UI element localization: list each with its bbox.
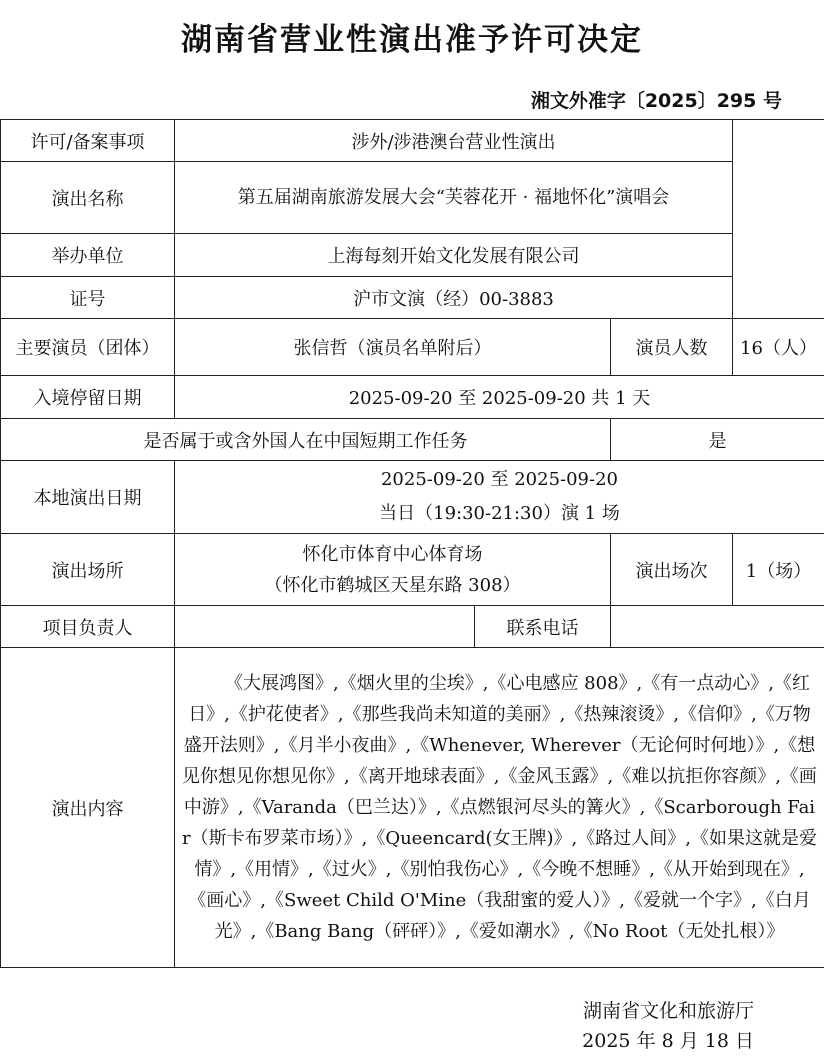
label-short-term-work: 是否属于或含外国人在中国短期工作任务 [1,419,611,461]
label-permit-item: 许可/备案事项 [1,120,175,162]
value-short-term-work: 是 [611,419,824,461]
label-show-name: 演出名称 [1,162,175,234]
row-venue [1,534,824,606]
label-main-performers: 主要演员（团体） [1,319,175,376]
value-show-name: 第五届湖南旅游发展大会“芙蓉花开 · 福地怀化”演唱会 [175,162,733,234]
label-phone: 联系电话 [475,606,611,648]
row-content [1,648,824,968]
label-organizer: 举办单位 [1,234,175,277]
label-license: 证号 [1,277,175,319]
row-show-name [1,162,824,234]
document-number: 湘文外准字〔2025〕295 号 [531,86,782,113]
document-title: 湖南省营业性演出准予许可决定 [0,14,824,59]
signature-block [582,996,754,1056]
row-manager [1,606,824,648]
local-dates-line2: 当日（19:30-21:30）演 1 场 [181,497,818,531]
value-local-dates [175,461,824,534]
row-stay-dates [1,376,824,419]
local-dates-line1: 2025-09-20 至 2025-09-20 [181,463,818,497]
label-stay-dates: 入境停留日期 [1,376,175,419]
value-permit-item: 涉外/涉港澳台营业性演出 [175,120,733,162]
value-venue [175,534,611,606]
issue-date: 2025 年 8 月 18 日 [582,1026,754,1056]
venue-line2: （怀化市鹤城区天星东路 308） [181,570,604,601]
value-phone [611,606,824,648]
value-content: 《大展鸿图》,《烟火里的尘埃》,《心电感应 808》,《有一点动心》,《红日》,《护花使者》,《那些我尚未知道的美丽》,《热辣滚烫》,《信仰》,《万物盛开法则》,《月半小夜曲》,《Whenever, Wherever（无论何时何地）》,《想见你想见你想见你》,《离开地球表面》,《金风玉露》,《难以抗拒你容颜》,《画中游》,《Varanda（巴兰达）》,《点燃银河尽头的篝火》,《Scarborough Fair（斯卡布罗菜市场）》,《Queencard(女王牌)》,《路过人间》,《如果这就是爱情》,《用情》,《过火》,《别怕我伤心》,《今晚不想睡》,《从开始到现在》,《画心》,《Sweet Child O'Mine（我甜蜜的爱人）》,《爱就一个字》,《白月光》,《Bang Bang（砰砰）》,《爱如潮水》,《No Root（无处扎根）》 [175,648,824,968]
value-stay-dates: 2025-09-20 至 2025-09-20 共 1 天 [175,376,824,419]
value-performer-count: 16（人） [733,319,824,376]
issuer: 湖南省文化和旅游厅 [582,996,754,1026]
value-sessions: 1（场） [733,534,824,606]
row-local-dates [1,461,824,534]
value-organizer: 上海每刻开始文化发展有限公司 [175,234,733,277]
value-license: 沪市文演（经）00-3883 [175,277,733,319]
label-manager: 项目负责人 [1,606,175,648]
label-performer-count: 演员人数 [611,319,733,376]
row-organizer [1,234,824,277]
row-license [1,277,824,319]
row-short-term-work [1,419,824,461]
photo-area [733,120,824,319]
label-content: 演出内容 [1,648,175,968]
label-local-dates: 本地演出日期 [1,461,175,534]
row-main-performers [1,319,824,376]
venue-line1: 怀化市体育中心体育场 [181,539,604,570]
label-sessions: 演出场次 [611,534,733,606]
value-main-performers: 张信哲（演员名单附后） [175,319,611,376]
label-venue: 演出场所 [1,534,175,606]
value-manager [175,606,475,648]
row-permit-item [1,120,824,162]
permit-table [0,119,824,968]
